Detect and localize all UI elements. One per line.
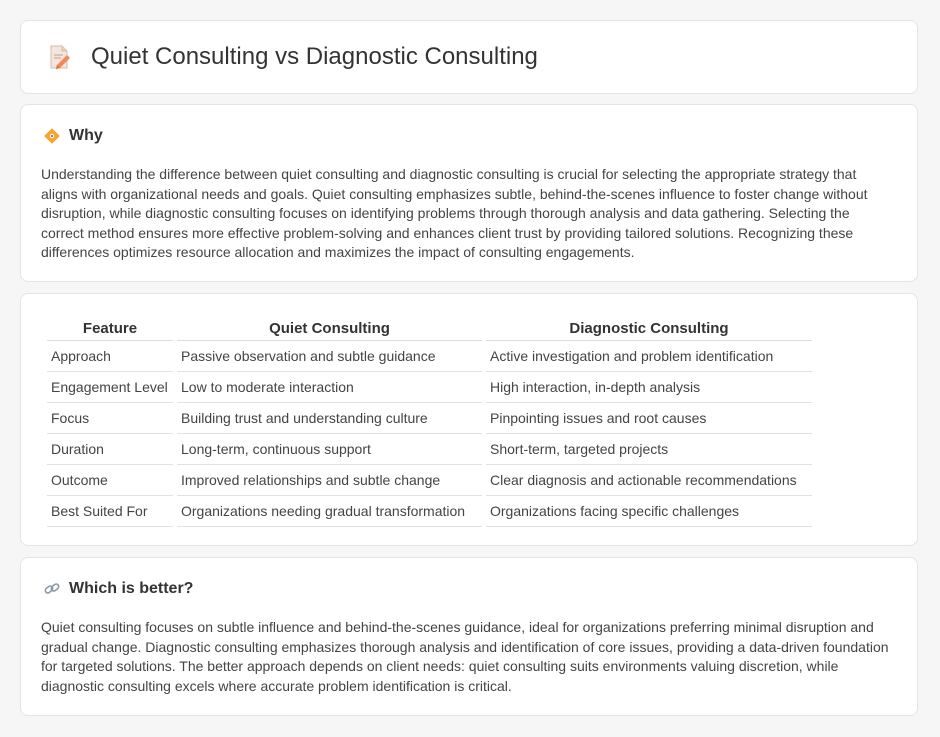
- title-row: [45, 43, 538, 71]
- row-quiet: Building trust and understanding culture: [177, 403, 482, 434]
- better-heading: Which is better?: [69, 580, 194, 597]
- row-diagnostic: Clear diagnosis and actionable recommendations: [486, 465, 812, 496]
- comparison-table: [43, 314, 816, 527]
- row-quiet: Low to moderate interaction: [177, 372, 482, 403]
- why-heading-row: [43, 127, 103, 145]
- row-quiet: Long-term, continuous support: [177, 434, 482, 465]
- table-row: [47, 341, 812, 372]
- page-title: Quiet Consulting vs Diagnostic Consulting: [91, 43, 538, 70]
- row-diagnostic: Active investigation and problem identification: [486, 341, 812, 372]
- why-heading: Why: [69, 127, 103, 144]
- document-pencil-icon: [45, 43, 73, 71]
- better-heading-row: [43, 580, 193, 598]
- row-feature: Outcome: [47, 465, 173, 496]
- header-quiet-consulting: Quiet Consulting: [177, 314, 482, 341]
- header-feature: Feature: [47, 314, 173, 341]
- row-diagnostic: Organizations facing specific challenges: [486, 496, 812, 527]
- row-diagnostic: Short-term, targeted projects: [486, 434, 812, 465]
- table-row: [47, 372, 812, 403]
- which-is-better-section: [20, 557, 918, 716]
- table-row: [47, 403, 812, 434]
- table-row: [47, 496, 812, 527]
- why-section: [20, 104, 918, 282]
- row-feature: Best Suited For: [47, 496, 173, 527]
- comparison-section: [20, 293, 918, 546]
- title-card: [20, 20, 918, 94]
- row-quiet: Improved relationships and subtle change: [177, 465, 482, 496]
- row-quiet: Organizations needing gradual transformation: [177, 496, 482, 527]
- row-quiet: Passive observation and subtle guidance: [177, 341, 482, 372]
- better-paragraph: Quiet consulting focuses on subtle influence and behind-the-scenes guidance, ideal for organizations preferring minimal disruption and gradual change. Diagnostic consulting emphasizes thorough analysis and identification of core issues, providing a data-driven foundation for targeted solutions. The better approach depends on client needs: quiet consulting suits environments valuing discretion, while diagnostic consulting excels where accurate problem identification is critical.: [41, 619, 889, 694]
- row-diagnostic: High interaction, in-depth analysis: [486, 372, 812, 403]
- table-header-row: [47, 314, 812, 341]
- row-feature: Focus: [47, 403, 173, 434]
- row-feature: Engagement Level: [47, 372, 173, 403]
- table-row: [47, 465, 812, 496]
- link-icon: [43, 580, 61, 598]
- row-diagnostic: Pinpointing issues and root causes: [486, 403, 812, 434]
- row-feature: Approach: [47, 341, 173, 372]
- row-feature: Duration: [47, 434, 173, 465]
- diamond-icon: [43, 127, 61, 145]
- why-paragraph: Understanding the difference between quiet consulting and diagnostic consulting is crucial for selecting the appropriate strategy that aligns with organizational needs and goals. Quiet consulting emphasizes subtle, behind-the-scenes influence to foster change without disruption, while diagnostic consulting focuses on identifying problems through thorough analysis and data gathering. Selecting the correct method ensures more effective problem-solving and enhances client trust by providing tailored solutions. Recognizing these differences optimizes resource allocation and maximizes the impact of consulting engagements.: [41, 166, 868, 260]
- header-diagnostic-consulting: Diagnostic Consulting: [486, 314, 812, 341]
- table-row: [47, 434, 812, 465]
